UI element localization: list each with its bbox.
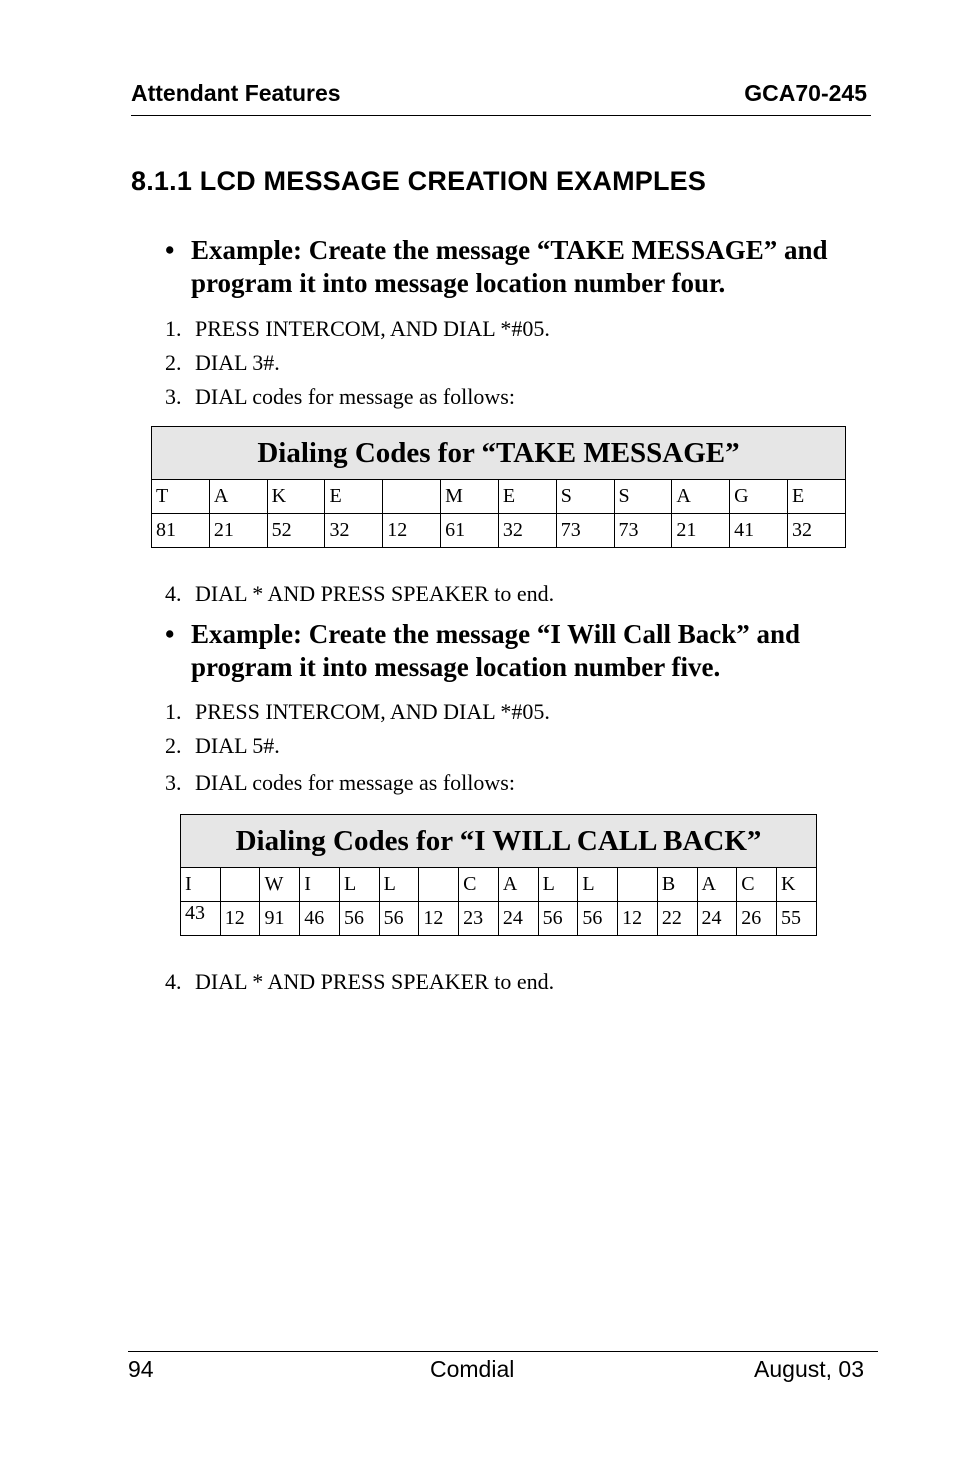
letter-cell xyxy=(618,868,658,902)
letter-cell: A xyxy=(209,480,267,514)
code-cell: 46 xyxy=(300,902,340,936)
example-1-step: 2. DIAL 3#. xyxy=(165,350,280,375)
letters-row xyxy=(181,868,817,902)
code-cell: 12 xyxy=(419,902,459,936)
code-cell: 21 xyxy=(209,514,267,548)
letter-cell xyxy=(383,480,441,514)
letter-cell: M xyxy=(441,480,499,514)
code-cell: 56 xyxy=(538,902,578,936)
letter-cell xyxy=(419,868,459,902)
code-cell: 56 xyxy=(578,902,618,936)
letter-cell: C xyxy=(459,868,499,902)
code-cell: 12 xyxy=(220,902,260,936)
letter-cell: W xyxy=(260,868,300,902)
take-message-codes-table xyxy=(151,426,846,548)
code-cell: 24 xyxy=(498,902,538,936)
letter-cell: B xyxy=(657,868,697,902)
letter-cell: A xyxy=(672,480,730,514)
example-2-step: 3. DIAL codes for message as follows: xyxy=(165,770,515,795)
letter-cell: S xyxy=(614,480,672,514)
footer-rule xyxy=(128,1351,878,1352)
code-cell: 24 xyxy=(697,902,737,936)
letter-cell: A xyxy=(498,868,538,902)
example-2-step: 2. DIAL 5#. xyxy=(165,733,280,758)
letter-cell: A xyxy=(697,868,737,902)
letter-cell xyxy=(220,868,260,902)
code-cell: 22 xyxy=(657,902,697,936)
code-cell: 56 xyxy=(379,902,419,936)
letter-cell: I xyxy=(300,868,340,902)
table-caption: Dialing Codes for “I WILL CALL BACK” xyxy=(181,815,817,868)
code-cell: 56 xyxy=(339,902,379,936)
code-cell: 43 xyxy=(181,902,221,936)
code-cell: 21 xyxy=(672,514,730,548)
letter-cell: E xyxy=(498,480,556,514)
code-cell: 32 xyxy=(787,514,845,548)
example-1-step: 3. DIAL codes for message as follows: xyxy=(165,384,515,409)
code-cell: 41 xyxy=(730,514,788,548)
letter-cell: E xyxy=(787,480,845,514)
code-cell: 55 xyxy=(777,902,817,936)
example-2-line-2: program it into message location number five. xyxy=(191,652,721,682)
letter-cell: L xyxy=(578,868,618,902)
code-cell: 12 xyxy=(618,902,658,936)
letters-row xyxy=(152,480,846,514)
footer-date: August, 03 xyxy=(754,1356,864,1382)
code-cell: 81 xyxy=(152,514,210,548)
code-cell: 52 xyxy=(267,514,325,548)
letter-cell: L xyxy=(339,868,379,902)
letter-cell: T xyxy=(152,480,210,514)
letter-cell: C xyxy=(737,868,777,902)
code-cell: 32 xyxy=(498,514,556,548)
code-cell: 73 xyxy=(614,514,672,548)
example-1-step: 1. PRESS INTERCOM, AND DIAL *#05. xyxy=(165,316,550,341)
code-cell: 32 xyxy=(325,514,383,548)
example-2-step: 1. PRESS INTERCOM, AND DIAL *#05. xyxy=(165,699,550,724)
table-caption: Dialing Codes for “TAKE MESSAGE” xyxy=(152,427,846,480)
header-rule xyxy=(131,115,871,116)
bullet-icon: • xyxy=(165,235,175,265)
example-1-line-2: program it into message location number four. xyxy=(191,268,726,298)
code-cell: 91 xyxy=(260,902,300,936)
page-number: 94 xyxy=(128,1356,154,1382)
letter-cell: S xyxy=(556,480,614,514)
example-1-final-step: 4. DIAL * AND PRESS SPEAKER to end. xyxy=(165,581,555,606)
code-cell: 12 xyxy=(383,514,441,548)
code-cell: 26 xyxy=(737,902,777,936)
codes-row xyxy=(181,902,817,936)
code-cell: 23 xyxy=(459,902,499,936)
document-number: GCA70-245 xyxy=(744,80,867,106)
section-title: 8.1.1 LCD MESSAGE CREATION EXAMPLES xyxy=(131,166,707,196)
code-cell: 73 xyxy=(556,514,614,548)
example-1-line-1: Example: Create the message “TAKE MESSAGE” and xyxy=(191,235,828,265)
example-2-final-step: 4. DIAL * AND PRESS SPEAKER to end. xyxy=(165,969,555,994)
letter-cell: K xyxy=(267,480,325,514)
bullet-icon: • xyxy=(165,619,175,649)
letter-cell: L xyxy=(538,868,578,902)
letter-cell: L xyxy=(379,868,419,902)
letter-cell: G xyxy=(730,480,788,514)
i-will-call-back-codes-table xyxy=(180,814,817,936)
letter-cell: E xyxy=(325,480,383,514)
running-header-title: Attendant Features xyxy=(131,80,341,106)
footer-company: Comdial xyxy=(430,1356,515,1382)
example-2-line-1: Example: Create the message “I Will Call Back” and xyxy=(191,619,800,649)
letter-cell: K xyxy=(777,868,817,902)
letter-cell: I xyxy=(181,868,221,902)
code-cell: 61 xyxy=(441,514,499,548)
codes-row xyxy=(152,514,846,548)
